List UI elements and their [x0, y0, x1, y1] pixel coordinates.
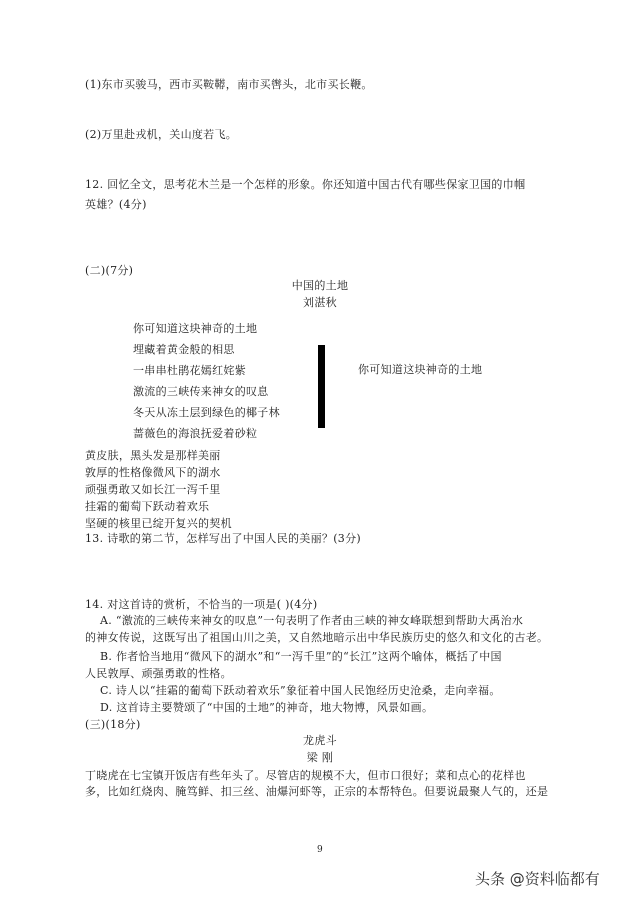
story-title: 龙虎斗 [303, 734, 337, 747]
answer-line-2: (2)万里赴戎机，关山度若飞。 [85, 128, 238, 141]
page-number: 9 [316, 845, 324, 855]
question-12-line-2: 英雄？(4分) [85, 198, 147, 211]
stanza-1-line: 一串串杜鹃花嫣红姹紫 [133, 364, 246, 377]
answer-line-1: (1)东市买骏马，西市买鞍鞯，南市买辔头，北市买长鞭。 [85, 78, 373, 91]
question-12-line-1: 12. 回忆全文，思考花木兰是一个怎样的形象。你还知道中国古代有哪些保家卫国的巾帼 [85, 178, 526, 191]
poem-author: 刘湛秋 [303, 296, 337, 309]
divider-bar [318, 345, 325, 428]
option-c: C. 诗人以“挂霜的葡萄下跃动着欢乐”象征着中国人民饱经历史沧桑，走向幸福。 [100, 684, 501, 697]
stanza-2-line: 坚硬的核里已绽开复兴的契机 [85, 517, 232, 530]
stanza-1-line: 你可知道这块神奇的土地 [133, 322, 258, 335]
stanza-2-line: 黄皮肤，黑头发是那样美丽 [85, 449, 221, 462]
stanza-1-line: 激流的三峡传来神女的叹息 [133, 385, 269, 398]
stanza-2-line: 敦厚的性格像微风下的湖水 [85, 466, 221, 479]
stanza-1-line: 冬天从冻土层到绿色的椰子林 [133, 406, 280, 419]
poem-stanza-1 [133, 318, 280, 444]
question-13: 13. 诗歌的第二节，怎样写出了中国人民的美丽？(3分) [85, 532, 361, 545]
stanza-2-line: 挂霜的葡萄下跃动着欢乐 [85, 500, 210, 513]
story-paragraph-line-1: 丁晓虎在七宝镇开饭店有些年头了。尽管店的规模不大，但市口很好；菜和点心的花样也 [85, 769, 526, 782]
stanza-2-line: 顽强勇敢又如长江一泻千里 [85, 483, 221, 496]
stanza-1-line: 蔷薇色的海浪抚爱着砂粒 [133, 427, 258, 440]
story-paragraph-line-2: 多，比如红烧肉、腌笃鲜、扣三丝、油爆河虾等，正宗的本帮特色。但要说最聚人气的，还是 [85, 785, 549, 798]
option-b-line-1: B. 作者恰当地用“微风下的湖水”和“一泻千里”的“长江”这两个喻体，概括了中国 [100, 650, 502, 663]
option-a-line-1: A. “激流的三峡传来神女的叹息”一句表明了作者由三峡的神女峰联想到帮助大禹治水 [100, 614, 524, 627]
poem-title: 中国的土地 [291, 279, 349, 292]
section-2-heading: (二)(7分) [85, 264, 134, 277]
option-b-line-2: 人民敦厚、顽强勇敢的性格。 [85, 667, 232, 680]
repeated-poem-line: 你可知道这块神奇的土地 [358, 363, 483, 376]
poem-stanza-2 [85, 447, 232, 532]
section-3-heading: (三)(18分) [85, 718, 141, 731]
stanza-1-line: 埋藏着黄金般的相思 [133, 343, 235, 356]
story-author: 梁 刚 [306, 751, 334, 764]
watermark: 头条 @资料临都有 [475, 870, 600, 888]
option-a-line-2: 的神女传说，这既写出了祖国山川之美，又自然地暗示出中华民族历史的悠久和文化的古老。 [85, 631, 549, 644]
question-14: 14. 对这首诗的赏析，不恰当的一项是( )(4分) [85, 598, 318, 611]
option-d: D. 这首诗主要赞颂了“中国的土地”的神奇，地大物博，风景如画。 [100, 701, 434, 714]
